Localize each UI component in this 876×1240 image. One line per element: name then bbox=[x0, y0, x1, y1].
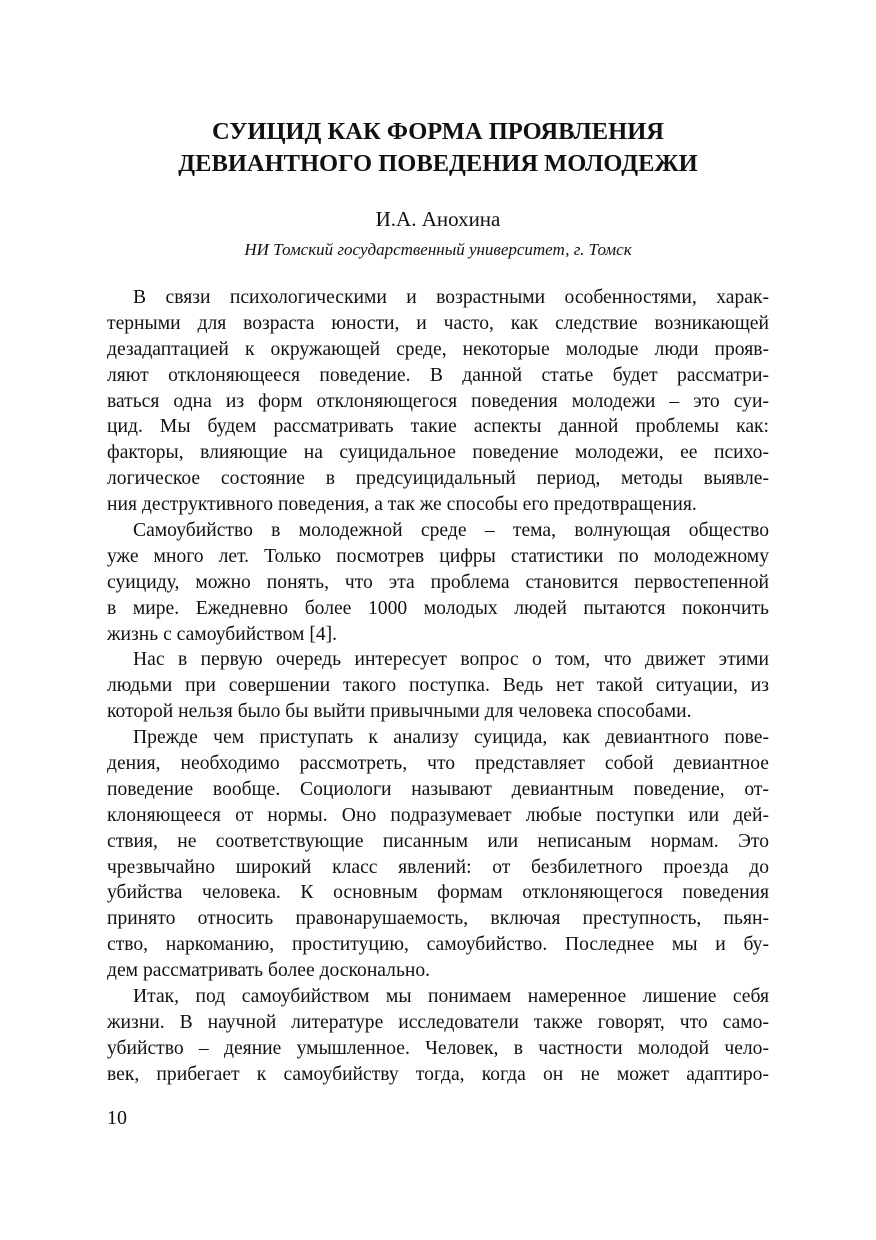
text-line: цид. Мы будем рассматривать такие аспекты данной проблемы как: bbox=[107, 416, 769, 438]
article-title-line-2: ДЕВИАНТНОГО ПОВЕДЕНИЯ МОЛОДЕЖИ bbox=[178, 150, 698, 177]
text-line: уже много лет. Только посмотрев цифры статистики по молодежному bbox=[107, 545, 769, 567]
text-line: век, прибегает к самоубийству тогда, когда он не может адаптиро- bbox=[107, 1063, 769, 1085]
text-line: поведение вообще. Социологи называют девиантным поведение, от- bbox=[107, 778, 769, 800]
text-line: жизнь с самоубийством [4]. bbox=[107, 623, 338, 645]
text-line: факторы, влияющие на суицидальное поведение молодежи, ее психо- bbox=[107, 442, 769, 464]
author-affiliation: НИ Томский государственный университет, г. Томск bbox=[244, 240, 632, 259]
text-line: логическое состояние в предсуицидальный период, методы выявле- bbox=[107, 468, 769, 490]
article-title-line-1: СУИЦИД КАК ФОРМА ПРОЯВЛЕНИЯ bbox=[212, 118, 664, 145]
text-line: суициду, можно понять, что эта проблема становится первостепенной bbox=[107, 571, 769, 593]
text-line: чрезвычайно широкий класс явлений: от безбилетного проезда до bbox=[107, 856, 769, 878]
text-line: людьми при совершении такого поступка. Ведь нет такой ситуации, из bbox=[107, 675, 769, 697]
text-line: ствия, не соответствующие писанным или неписаным нормам. Это bbox=[107, 830, 769, 852]
text-line: убийства человека. К основным формам отклоняющегося поведения bbox=[107, 882, 769, 904]
text-line: Самоубийство в молодежной среде – тема, волнующая общество bbox=[133, 520, 769, 542]
text-line: ния деструктивного поведения, а так же способы его предотвращения. bbox=[107, 494, 697, 516]
paragraph-4 bbox=[107, 725, 769, 984]
text-line: дем рассматривать более досконально. bbox=[107, 960, 431, 982]
text-line: жизни. В научной литературе исследователи также говорят, что само- bbox=[107, 1011, 769, 1033]
text-line: которой нельзя было бы выйти привычными для человека способами. bbox=[107, 701, 692, 723]
text-line: в мире. Ежедневно более 1000 молодых людей пытаются покончить bbox=[107, 597, 769, 619]
text-line: дезадаптацией к окружающей среде, некоторые молодые люди прояв- bbox=[107, 338, 769, 360]
page-number: 10 bbox=[107, 1107, 127, 1129]
document-page bbox=[107, 0, 769, 1240]
paragraph-1 bbox=[107, 285, 769, 518]
text-line: В связи психологическими и возрастными особенностями, харак- bbox=[133, 287, 769, 308]
paragraph-5 bbox=[107, 984, 769, 1088]
text-line: ство, наркоманию, проституцию, самоубийство. Последнее мы и бу- bbox=[107, 934, 769, 956]
author-name: И.А. Анохина bbox=[375, 207, 501, 231]
text-line: ляют отклоняющееся поведение. В данной статье будет рассматри- bbox=[107, 364, 769, 386]
text-line: ваться одна из форм отклоняющегося поведения молодежи – это суи- bbox=[107, 390, 769, 412]
text-line: Нас в первую очередь интересует вопрос о том, что движет этими bbox=[133, 649, 769, 671]
paragraph-2 bbox=[107, 518, 769, 647]
text-line: Прежде чем приступать к анализу суицида, как девиантного пове- bbox=[133, 727, 769, 749]
paragraph-3 bbox=[107, 647, 769, 725]
article-title bbox=[107, 116, 769, 180]
article-body bbox=[107, 285, 769, 1088]
text-line: Итак, под самоубийством мы понимаем намеренное лишение себя bbox=[133, 986, 769, 1008]
text-line: принято относить правонарушаемость, включая преступность, пьян- bbox=[107, 908, 769, 930]
text-line: терными для возраста юности, и часто, как следствие возникающей bbox=[107, 312, 769, 334]
text-line: дения, необходимо рассмотреть, что представляет собой девиантное bbox=[107, 753, 769, 775]
text-line: клоняющееся от нормы. Оно подразумевает любые поступки или дей- bbox=[107, 804, 769, 826]
text-line: убийство – деяние умышленное. Человек, в частности молодой чело- bbox=[107, 1037, 769, 1059]
